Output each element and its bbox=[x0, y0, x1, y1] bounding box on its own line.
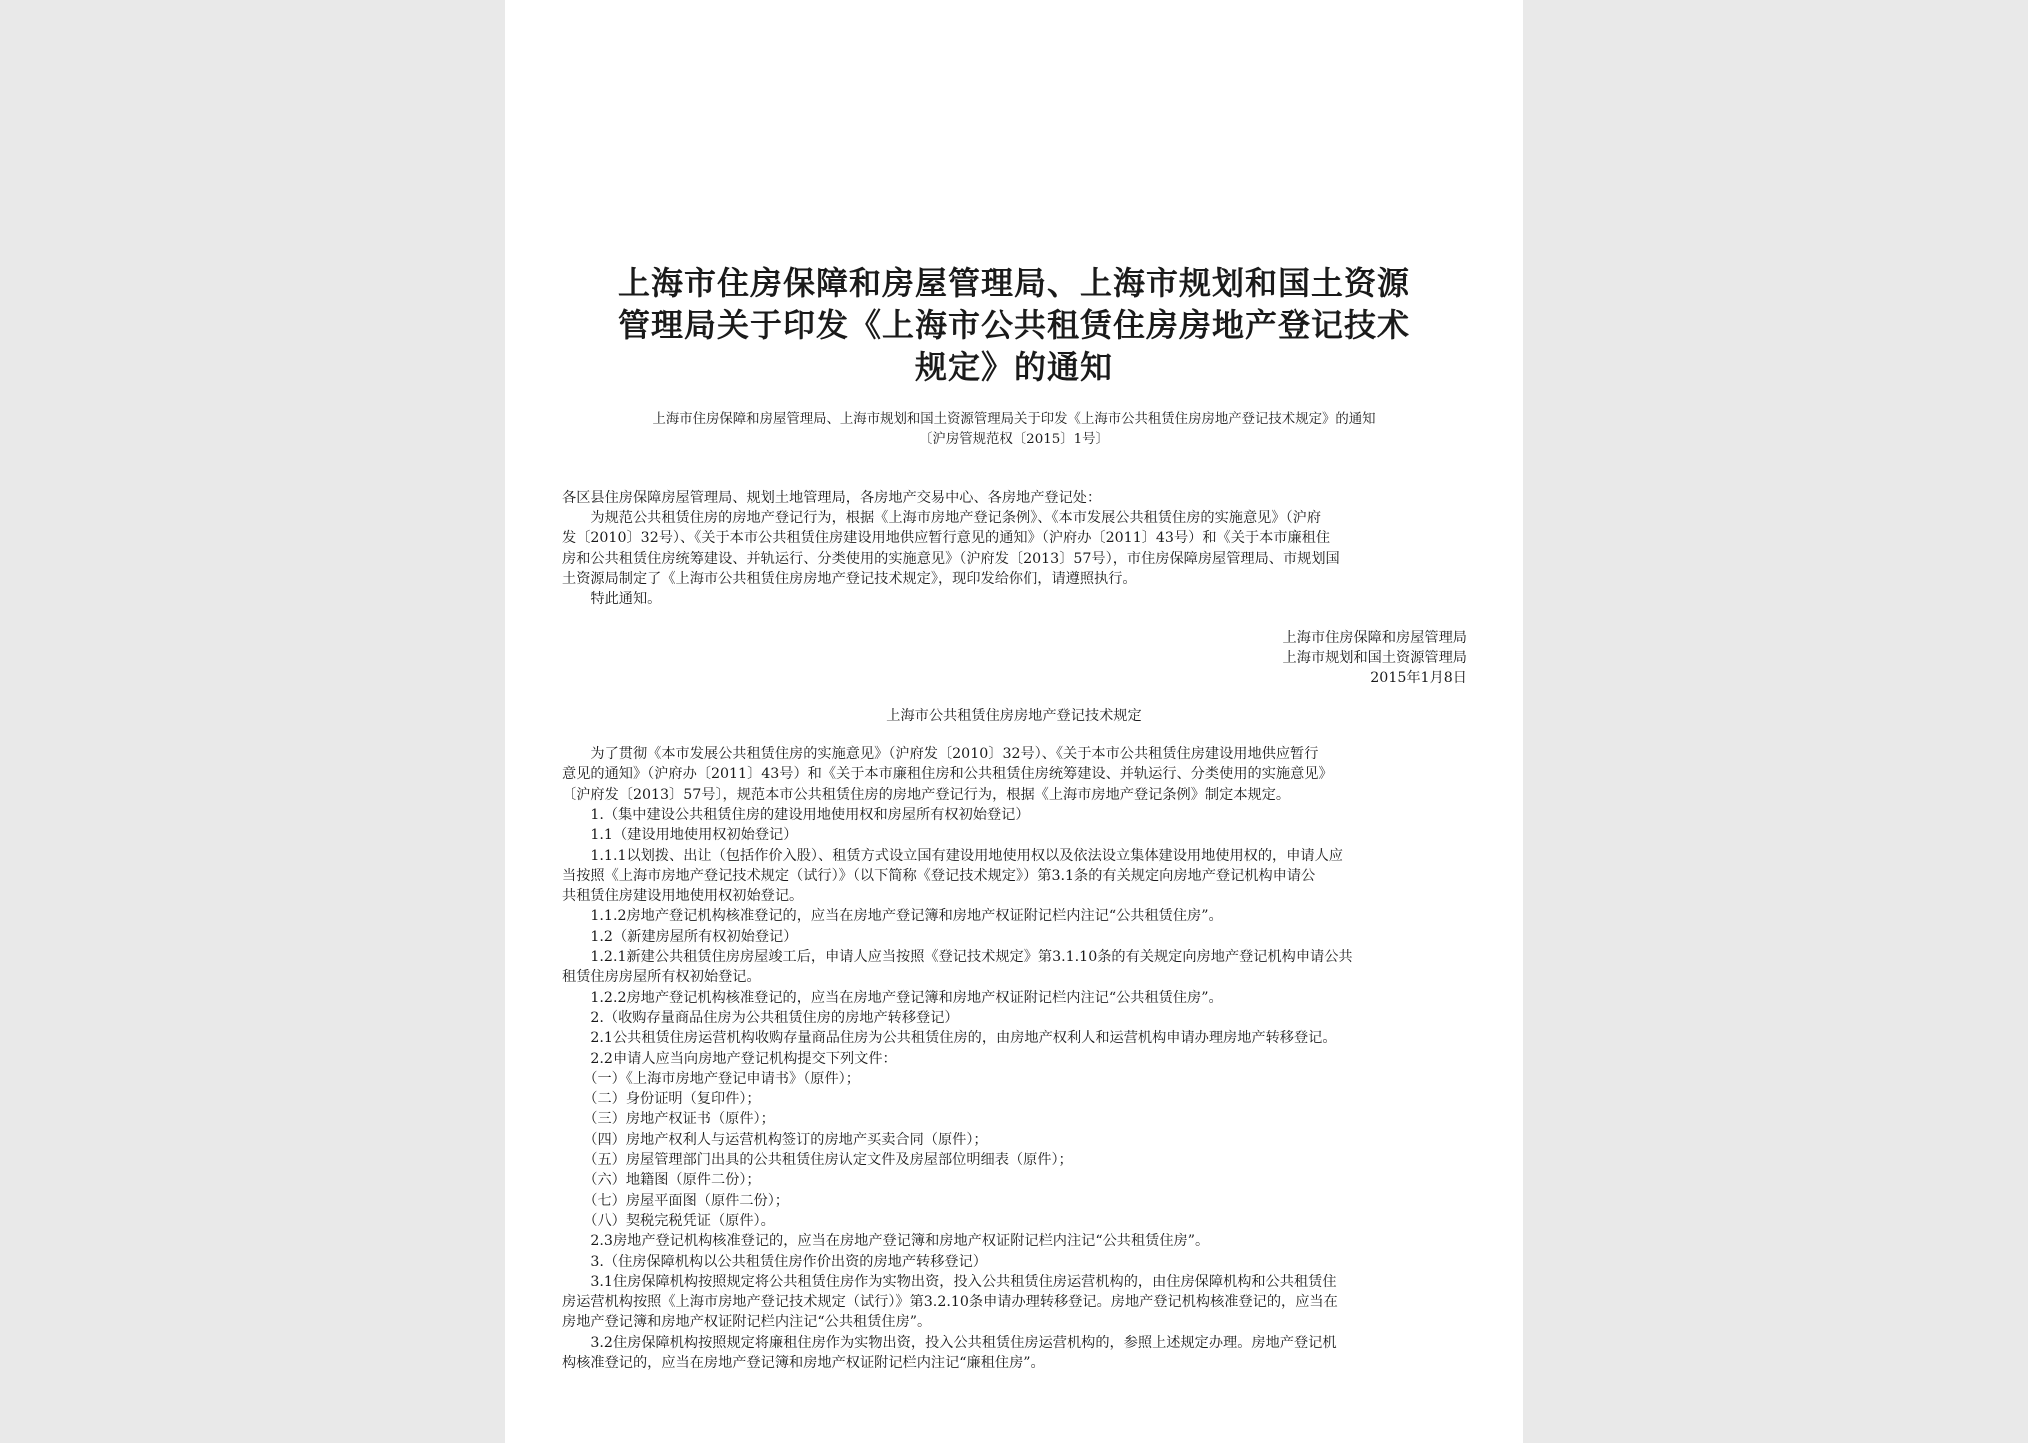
notice-line: 特此通知。 bbox=[562, 591, 662, 607]
rules-line: （四）房地产权利人与运营机构签订的房地产买卖合同（原件）； bbox=[562, 1131, 988, 1148]
rules-line: 1.1.2房地产登记机构核准登记的，应当在房地产登记簿和房地产权证附记栏内注记“公共租赁住房”。 bbox=[562, 908, 1223, 925]
title-line: 规定》的通知 bbox=[914, 348, 1113, 386]
notice-line: 为规范公共租赁住房的房地产登记行为，根据《上海市房地产登记条例》、《本市发展公共租赁住房的实施意见》（沪府 bbox=[562, 510, 1322, 527]
rules-line: 当按照《上海市房地产登记技术规定（试行）》（以下简称《登记技术规定》）第3.1条的有关规定向房地产登记机构申请公 bbox=[562, 867, 1316, 884]
rules-line: 共租赁住房建设用地使用权初始登记。 bbox=[562, 888, 804, 905]
rules-line: 2.1公共租赁住房运营机构收购存量商品住房为公共租赁住房的，由房地产权利人和运营机构申请办理房地产转移登记。 bbox=[562, 1030, 1337, 1047]
rules-line: （三）房地产权证书（原件）； bbox=[562, 1111, 775, 1128]
title-line: 管理局关于印发《上海市公共租赁住房房地产登记技术 bbox=[617, 306, 1410, 344]
rules-title: 上海市公共租赁住房房地产登记技术规定 bbox=[886, 708, 1142, 724]
rules-line: 1.2.2房地产登记机构核准登记的，应当在房地产登记簿和房地产权证附记栏内注记“公共租赁住房”。 bbox=[562, 989, 1223, 1006]
rules-line: （一）《上海市房地产登记申请书》（原件）； bbox=[562, 1070, 860, 1087]
rules-line: 房运营机构按照《上海市房地产登记技术规定（试行）》第3.2.10条申请办理转移登记。房地产登记机构核准登记的，应当在 bbox=[562, 1294, 1338, 1311]
rules-line: 租赁住房房屋所有权初始登记。 bbox=[562, 969, 761, 986]
rules-line: 1.1.1以划拨、出让（包括作价入股）、租赁方式设立国有建设用地使用权以及依法设立集体建设用地使用权的，申请人应 bbox=[562, 847, 1343, 864]
rules-line: 1.2（新建房屋所有权初始登记） bbox=[562, 928, 798, 945]
rules-line: 3.1住房保障机构按照规定将公共租赁住房作为实物出资，投入公共租赁住房运营机构的，由住房保障机构和公共租赁住 bbox=[562, 1273, 1337, 1290]
signature-line: 上海市住房保障和房屋管理局 bbox=[1282, 630, 1467, 646]
notice-line: 房和公共租赁住房统筹建设、并轨运行、分类使用的实施意见》（沪府发〔2013〕57号），市住房保障房屋管理局、市规划国 bbox=[562, 550, 1340, 567]
signature-line: 上海市规划和国土资源管理局 bbox=[1282, 650, 1467, 666]
rules-line: 1.2.1新建公共租赁住房房屋竣工后，申请人应当按照《登记技术规定》第3.1.10条的有关规定向房地产登记机构申请公共 bbox=[562, 949, 1353, 965]
rules-line: 3.（住房保障机构以公共租赁住房作价出资的房地产转移登记） bbox=[562, 1253, 987, 1270]
rules-line: （七）房屋平面图（原件二份）； bbox=[562, 1192, 789, 1209]
rules-line: 2.（收购存量商品住房为公共租赁住房的房地产转移登记） bbox=[562, 1009, 959, 1026]
rules-line: 构核准登记的，应当在房地产登记簿和房地产权证附记栏内注记“廉租住房”。 bbox=[562, 1355, 1045, 1371]
rules-line: （六）地籍图（原件二份）； bbox=[562, 1172, 761, 1189]
document-subtitle: 上海市住房保障和房屋管理局、上海市规划和国土资源管理局关于印发《上海市公共租赁住房房地产登记技术规定》的通知 bbox=[652, 412, 1376, 427]
rules-line: 2.3房地产登记机构核准登记的，应当在房地产登记簿和房地产权证附记栏内注记“公共租赁住房”。 bbox=[562, 1233, 1210, 1250]
rules-line: （八）契税完税凭证（原件）。 bbox=[562, 1212, 775, 1229]
rules-line: 2.2申请人应当向房地产登记机构提交下列文件： bbox=[562, 1050, 897, 1067]
rules-line: 3.2住房保障机构按照规定将廉租住房作为实物出资，投入公共租赁住房运营机构的，参照上述规定办理。房地产登记机 bbox=[562, 1334, 1337, 1351]
rules-line: 意见的通知》（沪府办〔2011〕43号）和《关于本市廉租住房和公共租赁住房统筹建设、并轨运行、分类使用的实施意见》 bbox=[562, 766, 1333, 783]
rules-line: （二）身份证明（复印件）； bbox=[562, 1091, 761, 1108]
notice-line: 各区县住房保障房屋管理局、规划土地管理局，各房地产交易中心、各房地产登记处： bbox=[562, 490, 1102, 506]
rules-line: 1.1（建设用地使用权初始登记） bbox=[562, 827, 798, 844]
document-page bbox=[505, 0, 1523, 1443]
title-line: 上海市住房保障和房屋管理局、上海市规划和国土资源 bbox=[617, 264, 1410, 302]
notice-line: 土资源局制定了《上海市公共租赁住房房地产登记技术规定》，现印发给你们，请遵照执行。 bbox=[562, 570, 1137, 587]
document-title bbox=[565, 262, 1463, 388]
notice-line: 发〔2010〕32号）、《关于本市公共租赁住房建设用地供应暂行意见的通知》（沪府办〔2011〕43号）和《关于本市廉租住 bbox=[562, 530, 1331, 547]
rules-line: 为了贯彻《本市发展公共租赁住房的实施意见》（沪府发〔2010〕32号）、《关于本市公共租赁住房建设用地供应暂行 bbox=[562, 746, 1319, 762]
rules-line: （五）房屋管理部门出具的公共租赁住房认定文件及房屋部位明细表（原件）； bbox=[562, 1152, 1073, 1168]
rules-line: 房地产登记簿和房地产权证附记栏内注记“公共租赁住房”。 bbox=[562, 1314, 932, 1331]
document-number: 〔沪房管规范权〔2015〕1号〕 bbox=[919, 432, 1109, 447]
rules-line: 〔沪府发〔2013〕57号〕，规范本市公共租赁住房的房地产登记行为，根据《上海市房地产登记条例》制定本规定。 bbox=[562, 786, 1291, 803]
signature-line: 2015年1月8日 bbox=[1370, 670, 1467, 686]
rules-line: 1.（集中建设公共租赁住房的建设用地使用权和房屋所有权初始登记） bbox=[562, 806, 1030, 823]
